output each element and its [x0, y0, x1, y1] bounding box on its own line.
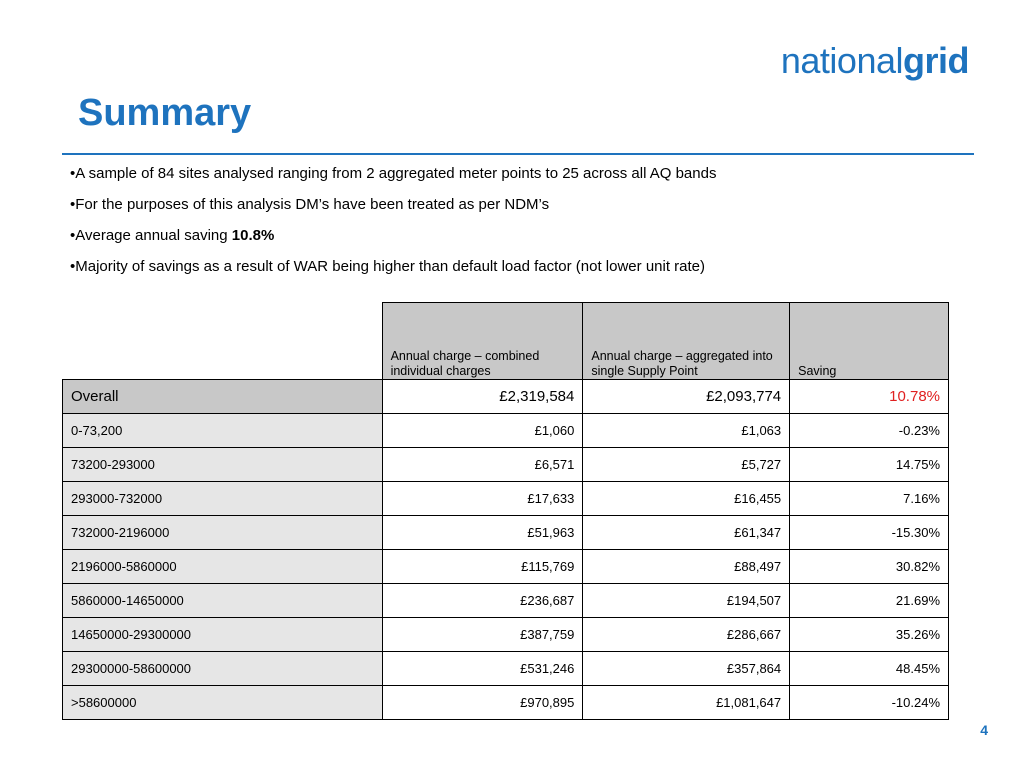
row-label: 73200-293000	[63, 448, 383, 482]
table-row	[63, 482, 949, 516]
cell-aggregated: £194,507	[583, 584, 790, 618]
cell-saving: -10.24%	[790, 686, 949, 720]
cell-combined: £51,963	[382, 516, 583, 550]
table-row	[63, 516, 949, 550]
logo-text-grid: grid	[903, 40, 969, 81]
savings-table	[62, 302, 949, 720]
row-label: 293000-732000	[63, 482, 383, 516]
cell-saving: 14.75%	[790, 448, 949, 482]
cell-aggregated: £16,455	[583, 482, 790, 516]
page-number: 4	[980, 722, 988, 738]
header-aggregated: Annual charge – aggregated into single Supply Point	[583, 303, 790, 380]
cell-saving: -0.23%	[790, 414, 949, 448]
cell-saving: 35.26%	[790, 618, 949, 652]
row-label: 732000-2196000	[63, 516, 383, 550]
table-row	[63, 652, 949, 686]
nationalgrid-logo	[781, 40, 969, 82]
cell-saving: -15.30%	[790, 516, 949, 550]
cell-saving: 48.45%	[790, 652, 949, 686]
bullet-item: •Average annual saving 10.8%	[70, 227, 275, 244]
cell-aggregated: £357,864	[583, 652, 790, 686]
bullet-item: •Majority of savings as a result of WAR being higher than default load factor (not lower unit rate)	[70, 258, 706, 275]
header-combined: Annual charge – combined individual charges	[382, 303, 583, 380]
table-row	[63, 414, 949, 448]
table-row	[63, 448, 949, 482]
cell-combined: £6,571	[382, 448, 583, 482]
cell-combined: £236,687	[382, 584, 583, 618]
table-row	[63, 618, 949, 652]
row-label: >58600000	[63, 686, 383, 720]
cell-combined: £531,246	[382, 652, 583, 686]
cell-combined: £1,060	[382, 414, 583, 448]
cell-aggregated: £61,347	[583, 516, 790, 550]
table-row	[63, 686, 949, 720]
row-label: 0-73,200	[63, 414, 383, 448]
bullet-item: •For the purposes of this analysis DM’s have been treated as per NDM’s	[70, 196, 550, 213]
cell-saving: 30.82%	[790, 550, 949, 584]
row-label: 5860000-14650000	[63, 584, 383, 618]
cell-combined: £115,769	[382, 550, 583, 584]
header-blank-cell	[63, 303, 383, 380]
cell-aggregated: £5,727	[583, 448, 790, 482]
title-divider	[62, 153, 974, 155]
cell-combined: £17,633	[382, 482, 583, 516]
table-row-overall	[63, 380, 949, 414]
page-title: Summary	[78, 92, 252, 134]
cell-combined: £2,319,584	[382, 380, 583, 414]
cell-combined: £387,759	[382, 618, 583, 652]
cell-saving: 7.16%	[790, 482, 949, 516]
table-row	[63, 550, 949, 584]
cell-aggregated: £1,063	[583, 414, 790, 448]
bullet-list	[70, 166, 970, 290]
cell-aggregated: £88,497	[583, 550, 790, 584]
cell-aggregated: £2,093,774	[583, 380, 790, 414]
table-row	[63, 584, 949, 618]
row-label: 2196000-5860000	[63, 550, 383, 584]
header-saving: Saving	[790, 303, 949, 380]
row-label: Overall	[63, 380, 383, 414]
bullet-item: •A sample of 84 sites analysed ranging from 2 aggregated meter points to 25 across all AQ bands	[70, 165, 717, 182]
cell-saving: 21.69%	[790, 584, 949, 618]
row-label: 29300000-58600000	[63, 652, 383, 686]
logo-text-national: national	[780, 40, 903, 81]
average-saving-value: 10.8%	[231, 227, 275, 244]
cell-aggregated: £1,081,647	[583, 686, 790, 720]
row-label: 14650000-29300000	[63, 618, 383, 652]
cell-combined: £970,895	[382, 686, 583, 720]
table-header-row	[63, 303, 949, 380]
cell-saving: 10.78%	[790, 380, 949, 414]
cell-aggregated: £286,667	[583, 618, 790, 652]
